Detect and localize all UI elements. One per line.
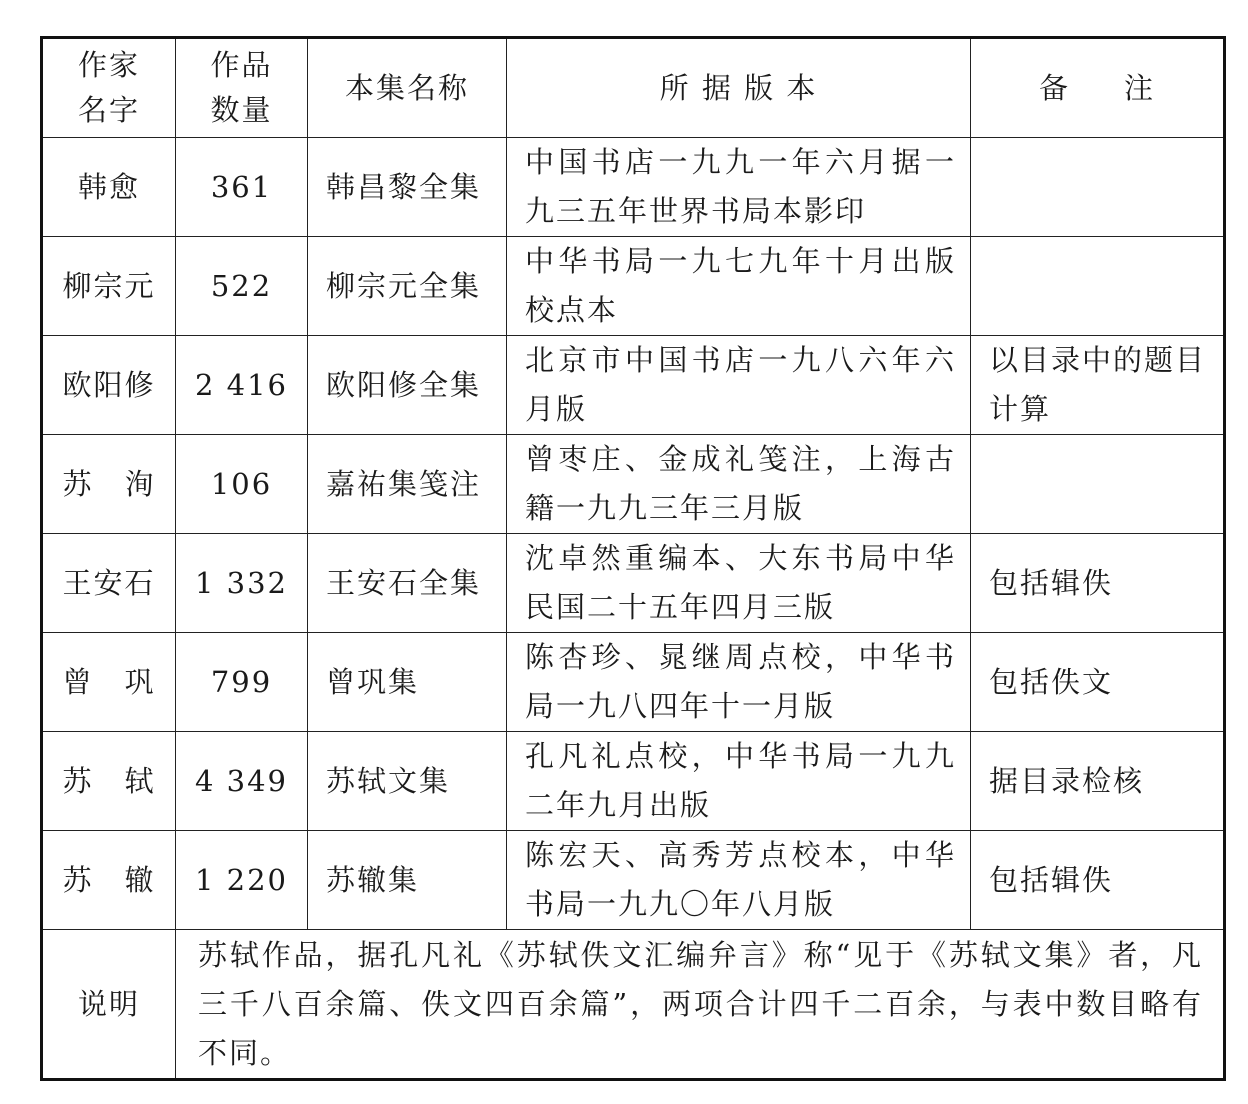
remark-cell <box>971 138 1225 237</box>
table-row <box>42 534 1225 633</box>
count-cell: 799 <box>176 633 308 732</box>
table-row <box>42 435 1225 534</box>
note-row <box>42 930 1225 1080</box>
edition-cell: 中华书局一九七九年十月出版校点本 <box>507 237 971 336</box>
edition-cell: 陈宏天、高秀芳点校本，中华书局一九九〇年八月版 <box>507 831 971 930</box>
edition-cell: 中国书店一九九一年六月据一九三五年世界书局本影印 <box>507 138 971 237</box>
remark-cell <box>971 237 1225 336</box>
edition-cell: 北京市中国书店一九八六年六月版 <box>507 336 971 435</box>
header-author: 作家 名字 <box>42 38 176 138</box>
remark-cell: 包括辑佚 <box>971 831 1225 930</box>
collection-cell: 苏轼文集 <box>308 732 507 831</box>
note-label: 说明 <box>42 930 176 1080</box>
count-cell: 522 <box>176 237 308 336</box>
note-text: 苏轼作品，据孔凡礼《苏轼佚文汇编弁言》称“见于《苏轼文集》者，凡三千八百余篇、佚文四百余篇”，两项合计四千二百余，与表中数目略有不同。 <box>176 930 1225 1080</box>
collection-cell: 曾巩集 <box>308 633 507 732</box>
header-count: 作品 数量 <box>176 38 308 138</box>
collection-cell: 韩昌黎全集 <box>308 138 507 237</box>
count-cell: 1 332 <box>176 534 308 633</box>
table-row <box>42 138 1225 237</box>
edition-cell: 曾枣庄、金成礼笺注，上海古籍一九九三年三月版 <box>507 435 971 534</box>
header-collection: 本集名称 <box>308 38 507 138</box>
remark-cell <box>971 435 1225 534</box>
author-cell: 苏 洵 <box>42 435 176 534</box>
header-row <box>42 38 1225 138</box>
count-cell: 2 416 <box>176 336 308 435</box>
collection-cell: 嘉祐集笺注 <box>308 435 507 534</box>
author-cell: 曾 巩 <box>42 633 176 732</box>
header-edition: 所 据 版 本 <box>507 38 971 138</box>
author-cell: 王安石 <box>42 534 176 633</box>
collection-cell: 王安石全集 <box>308 534 507 633</box>
remark-cell: 以目录中的题目计算 <box>971 336 1225 435</box>
works-table <box>40 36 1226 1081</box>
count-cell: 361 <box>176 138 308 237</box>
edition-cell: 沈卓然重编本、大东书局中华民国二十五年四月三版 <box>507 534 971 633</box>
author-cell: 欧阳修 <box>42 336 176 435</box>
remark-cell: 包括辑佚 <box>971 534 1225 633</box>
remark-cell: 包括佚文 <box>971 633 1225 732</box>
header-remark <box>971 38 1225 138</box>
collection-cell: 柳宗元全集 <box>308 237 507 336</box>
edition-cell: 陈杏珍、晁继周点校，中华书局一九八四年十一月版 <box>507 633 971 732</box>
table-row <box>42 831 1225 930</box>
table-row <box>42 336 1225 435</box>
edition-cell: 孔凡礼点校，中华书局一九九二年九月出版 <box>507 732 971 831</box>
count-cell: 1 220 <box>176 831 308 930</box>
table-row <box>42 732 1225 831</box>
collection-cell: 欧阳修全集 <box>308 336 507 435</box>
author-cell: 苏 辙 <box>42 831 176 930</box>
author-cell: 苏 轼 <box>42 732 176 831</box>
header-remark-right: 注 <box>1124 70 1156 105</box>
table-row <box>42 237 1225 336</box>
author-cell: 柳宗元 <box>42 237 176 336</box>
count-cell: 4 349 <box>176 732 308 831</box>
author-cell: 韩愈 <box>42 138 176 237</box>
remark-cell: 据目录检核 <box>971 732 1225 831</box>
collection-cell: 苏辙集 <box>308 831 507 930</box>
count-cell: 106 <box>176 435 308 534</box>
table-row <box>42 633 1225 732</box>
header-remark-left: 备 <box>1038 70 1070 105</box>
